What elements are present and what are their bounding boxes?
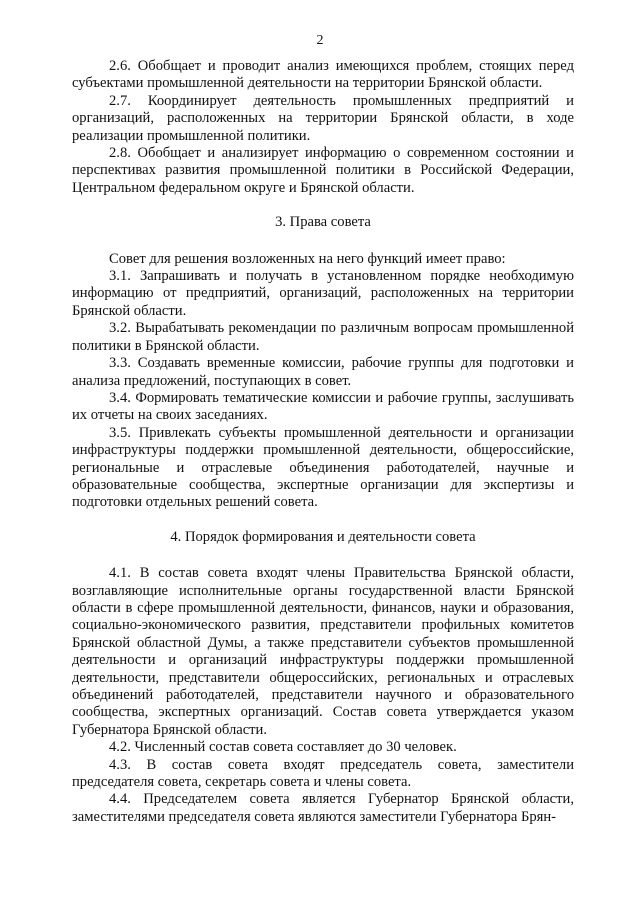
paragraph-3-4: 3.4. Формировать тематические комиссии и рабочие группы, заслушивать их отчеты на своих заседаниях.: [72, 389, 574, 424]
section-3-heading: 3. Права совета: [275, 214, 371, 231]
paragraph-3-2: 3.2. Вырабатывать рекомендации по различным вопросам промышленной политики в Брянской области.: [72, 320, 574, 354]
section-3-intro: Совет для решения возложенных на него функций имеет право:: [109, 250, 506, 267]
paragraph-3-1: 3.1. Запрашивать и получать в установленном порядке необходимую информацию от предприятий, организаций, расположенных на территории Брянской области.: [72, 268, 574, 319]
paragraph-4-2: 4.2. Численный состав совета составляет до 30 человек.: [109, 739, 457, 756]
section-4-heading: 4. Порядок формирования и деятельности совета: [170, 528, 476, 545]
paragraph-3-5: 3.5. Привлекать субъекты промышленной деятельности и организации инфраструктуры поддержки промышленной деятельности, общероссийские, региональные и отраслевые объединения работодателей, научные и образовательные сообщества, экспертные организации для экспертизы и подготовки отдельных решений совета.: [72, 424, 574, 511]
paragraph-3-3: 3.3. Создавать временные комиссии, рабочие группы для подготовки и анализа предложений, поступающих в совет.: [72, 355, 574, 389]
page-number: 2: [316, 33, 324, 48]
paragraph-2-8: 2.8. Обобщает и анализирует информацию о современном состоянии и перспективах развития промышленной политики в Российской Федерации, Центральном федеральном округе и Брянской области.: [72, 145, 574, 196]
paragraph-4-4: 4.4. Председателем совета является Губернатор Брянской области, заместителями председателя совета являются заместители Губернатора Брян-: [72, 791, 574, 825]
paragraph-2-6: 2.6. Обобщает и проводит анализ имеющихся проблем, стоящих перед субъектами промышленной деятельности на территории Брянской области.: [72, 58, 574, 92]
paragraph-4-3: 4.3. В состав совета входят председатель совета, заместители председателя совета, секретарь совета и члены совета.: [72, 756, 574, 791]
paragraph-2-7: 2.7. Координирует деятельность промышленных предприятий и организаций, расположенных на территории Брянской области, в ходе реализации промышленной политики.: [72, 92, 574, 144]
document-body: [72, 58, 574, 826]
paragraph-4-1: 4.1. В состав совета входят члены Правительства Брянской области, возглавляющие исполнительные органы государственной власти Брянской области в сфере промышленной деятельности, финансов, науки и образования, социально-экономического развития, представители профильных комитетов Брянской областной Думы, а также представители субъектов промышленной деятельности и организаций инфраструктуры поддержки промышленной деятельности, представители общероссийских, региональных и отраслевых объединений работодателей, представители научного и образовательного сообщества, экспертных организаций. Состав совета утверждается указом Губернатора Брянской области.: [72, 565, 574, 738]
